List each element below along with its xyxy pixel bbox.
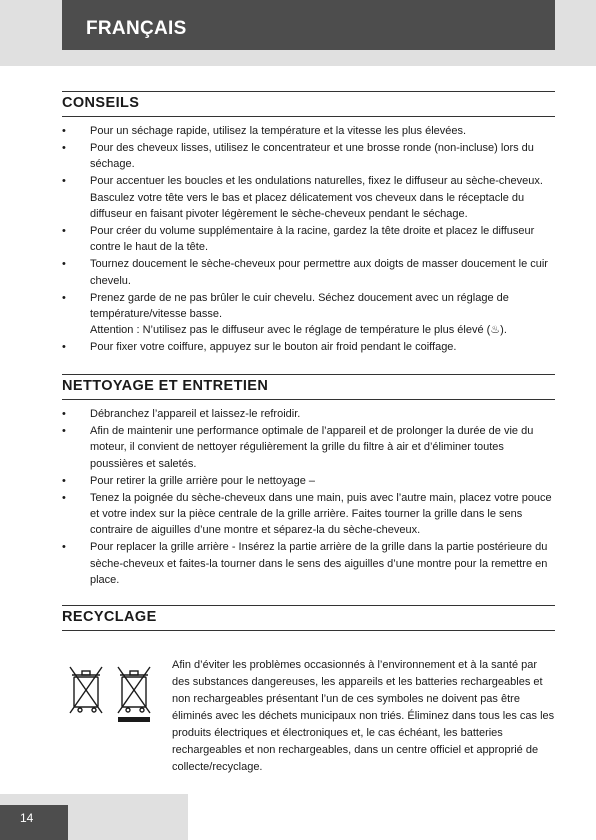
- list-item-text: Prenez garde de ne pas brûler le cuir chevelu. Séchez doucement avec un réglage de température/vitesse basse.: [90, 291, 509, 320]
- section-title: NETTOYAGE ET ENTRETIEN: [62, 378, 269, 394]
- language-title: FRANÇAIS: [86, 18, 187, 39]
- attention-note: Attention : N’utilisez pas le diffuseur avec le réglage de température le plus élevé (♨).: [90, 324, 507, 337]
- list-item: [62, 290, 555, 339]
- list-item: • Afin de maintenir une performance optimale de l’appareil et de prolonger la durée de vie du moteur, il convient de nettoyer régulièrement la grille du filtre à air et d’éliminer toutes poussières et saletés.: [62, 423, 555, 472]
- page-tab: [0, 805, 68, 840]
- section-title: CONSEILS: [62, 95, 140, 111]
- list-item: • Pour accentuer les boucles et les ondulations naturelles, fixez le diffuseur au sèche-cheveux. Basculez votre tête vers le bas et placez délicatement vos cheveux dans le réceptacle du diffuseur en faisant pivoter légèrement le sèche-cheveux pendant le séchage.: [62, 173, 555, 222]
- list-item: • Pour replacer la grille arrière - Insérez la partie arrière de la grille dans la partie postérieure du sèche-cheveux et faites-la tourner dans le sens des aiguilles d’une montre pour la remettre en place.: [62, 539, 555, 588]
- crossed-out-bin-icon: [68, 665, 158, 725]
- section-header: [62, 91, 555, 117]
- list-item: • Tenez la poignée du sèche-cheveux dans une main, puis avec l’autre main, placez votre pouce et votre index sur la pièce centrale de la grille arrière. Faites tourner la grille dans le sens contraire de aiguilles d’une montre et séparez-la du sèche-cheveux.: [62, 490, 555, 539]
- page-number: 14: [20, 811, 34, 825]
- list-item: • Pour créer du volume supplémentaire à la racine, gardez la tête droite et placez le diffuseur contre le haut de la tête.: [62, 223, 555, 256]
- list-item: • Pour un séchage rapide, utilisez la température et la vitesse les plus élevées.: [62, 123, 555, 139]
- recyclage-text: Afin d’éviter les problèmes occasionnés à l’environnement et à la santé par des substances dangereuses, les appareils et les batteries rechargeables et non rechargeables présentant l’un de ces symboles ne doivent pas être éliminés avec les déchets municipaux non triés. Éliminez dans tous les cas les produits électriques et électroniques et, le cas échéant, les batteries rechargeables et non rechargeables, dans un centre officiel et approprié de collecte/recyclage.: [172, 659, 555, 773]
- conseils-section: [62, 91, 555, 354]
- list-item: • Pour des cheveux lisses, utilisez le concentrateur et une brosse ronde (non-incluse) lors du séchage.: [62, 140, 555, 173]
- list-item: • Pour fixer votre coiffure, appuyez sur le bouton air froid pendant le coiffage.: [62, 339, 555, 355]
- recyclage-section: [62, 605, 555, 773]
- list-item: • Débranchez l’appareil et laissez-le refroidir.: [62, 406, 555, 422]
- section-title: RECYCLAGE: [62, 609, 157, 625]
- list-item: • Pour retirer la grille arrière pour le nettoyage –: [62, 473, 555, 489]
- section-header: [62, 374, 555, 400]
- language-tab: [62, 0, 555, 50]
- conseils-list: [62, 123, 555, 356]
- section-header: [62, 605, 555, 631]
- nettoyage-section: [62, 374, 555, 587]
- nettoyage-list: [62, 406, 555, 589]
- list-item: • Tournez doucement le sèche-cheveux pour permettre aux doigts de masser doucement le cuir chevelu.: [62, 256, 555, 289]
